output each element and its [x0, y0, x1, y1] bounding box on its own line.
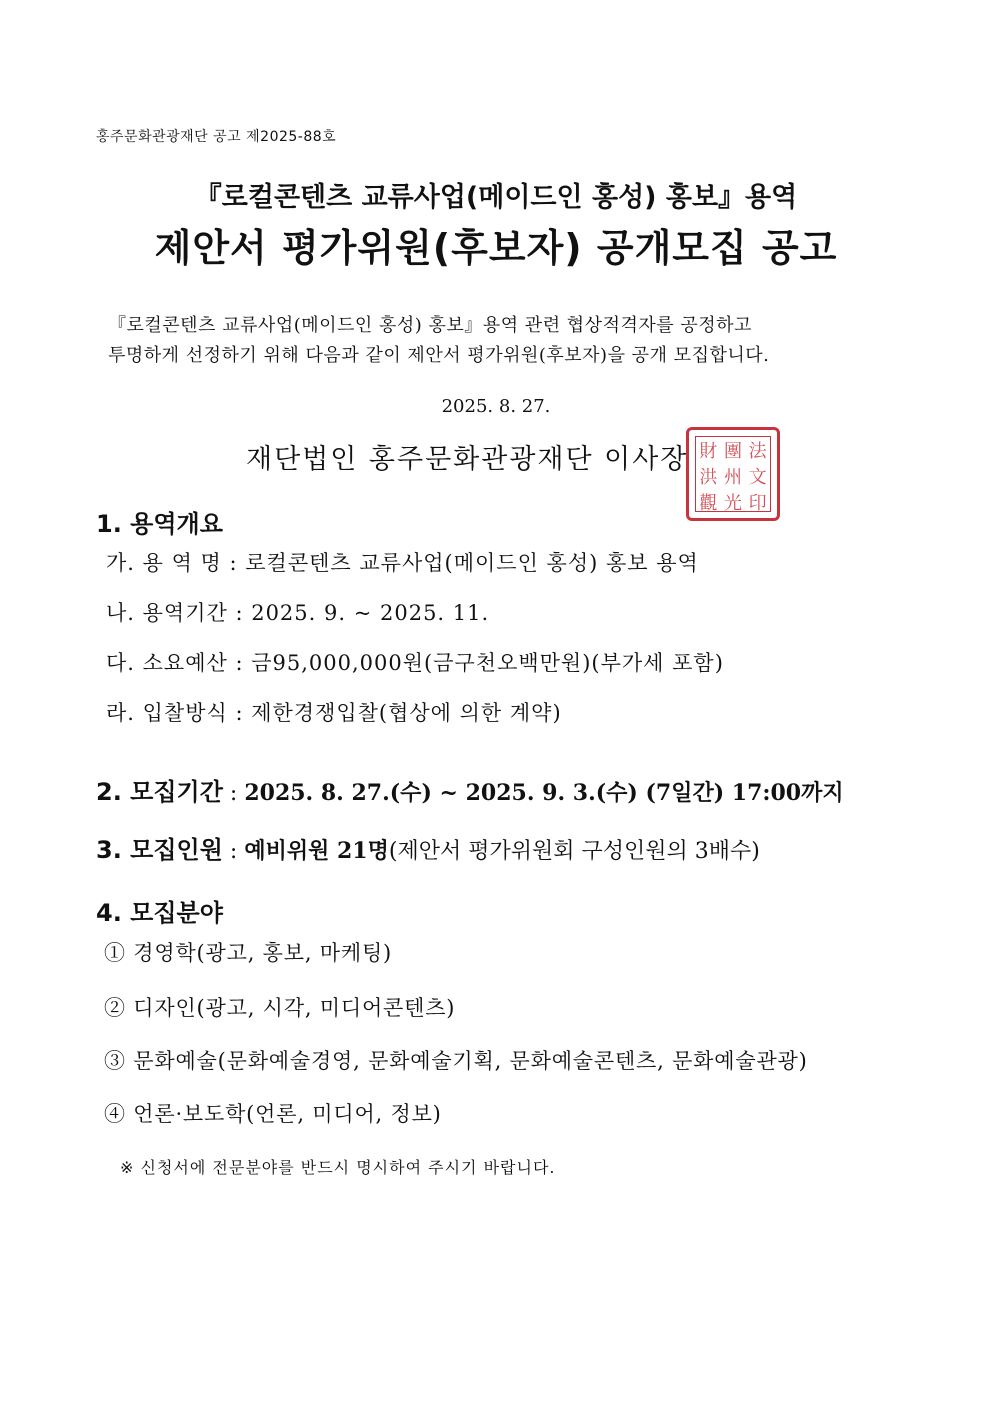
service-period-item: 나. 용역기간 : 2025. 9. ~ 2025. 11.: [106, 601, 490, 625]
service-name-item: 가. 용 역 명 : 로컬콘텐츠 교류사업(메이드인 홍성) 홍보 용역: [106, 551, 699, 575]
seal-glyph: 印: [748, 493, 767, 514]
intro-text-line1: 『로컬콘텐츠 교류사업(메이드인 홍성) 홍보』용역 관련 협상적격자를 공정하고: [108, 315, 752, 336]
seal-glyph: 財: [699, 441, 718, 462]
recruitment-count-value: 예비위원 21명: [244, 838, 389, 864]
intro-text-line2: 투명하게 선정하기 위해 다음과 같이 제안서 평가위원(후보자)을 공개 모집합니다.: [108, 345, 770, 366]
section3-separator: :: [222, 839, 245, 864]
section3-heading: 3. 모집인원: [96, 836, 223, 864]
recruitment-period-value: 2025. 8. 27.(수) ~ 2025. 9. 3.(수) (7일간) 17:00까지: [244, 780, 844, 806]
document-title-line2: 제안서 평가위원(후보자) 공개모집 공고: [154, 226, 838, 270]
field-journalism: ④ 언론·보도학(언론, 미디어, 정보): [104, 1102, 442, 1126]
organization-name: 재단법인 홍주문화관광재단 이사장: [246, 444, 689, 475]
section2-separator: :: [222, 781, 245, 806]
seal-inner-border: [695, 436, 771, 512]
seal-glyph: 光: [723, 493, 742, 514]
notice-number: 홍주문화관광재단 공고 제2025-88호: [96, 129, 337, 145]
section2-heading: 2. 모집기간: [96, 778, 223, 806]
seal-glyph: 文: [748, 467, 767, 488]
recruitment-count-line: [96, 830, 760, 865]
field-design: ② 디자인(광고, 시각, 미디어콘텐츠): [104, 996, 456, 1020]
field-business-admin: ① 경영학(광고, 홍보, 마케팅): [104, 941, 393, 965]
seal-glyph: 團: [723, 441, 742, 462]
announcement-date: 2025. 8. 27.: [441, 396, 551, 417]
application-note: ※ 신청서에 전문분야를 반드시 명시하여 주시기 바랍니다.: [120, 1158, 556, 1177]
seal-glyph: 州: [723, 467, 742, 488]
recruitment-count-detail: (제안서 평가위원회 구성인원의 3배수): [388, 839, 760, 864]
service-budget-item: 다. 소요예산 : 금95,000,000원(금구천오백만원)(부가세 포함): [106, 651, 724, 675]
seal-glyph: 洪: [699, 467, 718, 488]
field-culture-arts: ③ 문화예술(문화예술경영, 문화예술기획, 문화예술콘텐츠, 문화예술관광): [104, 1049, 808, 1073]
recruitment-period-line: [96, 772, 844, 807]
section4-heading: 4. 모집분야: [96, 899, 223, 927]
official-seal-stamp: [686, 427, 780, 521]
seal-glyph: 法: [748, 441, 767, 462]
section1-heading: 1. 용역개요: [96, 510, 223, 538]
seal-glyph: 觀: [699, 493, 718, 514]
bidding-method-item: 라. 입찰방식 : 제한경쟁입찰(협상에 의한 계약): [106, 701, 562, 725]
document-title-line1: 『로컬콘텐츠 교류사업(메이드인 홍성) 홍보』용역: [194, 182, 798, 213]
